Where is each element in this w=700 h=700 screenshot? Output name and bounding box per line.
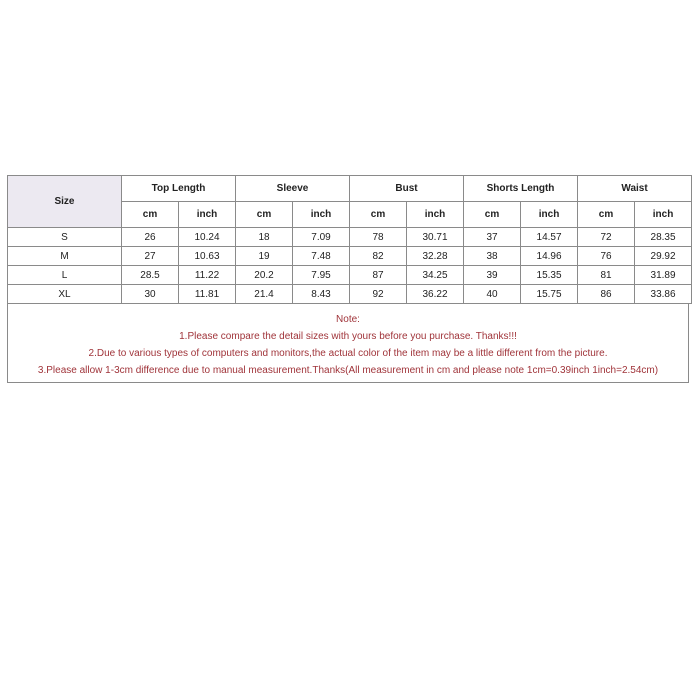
unit-inch-header: inch (179, 202, 236, 228)
note-line-1: 1.Please compare the detail sizes with yours before you purchase. Thanks!!! (179, 331, 517, 342)
table-cell: 32.28 (407, 247, 464, 266)
table-cell: 92 (350, 285, 407, 304)
table-cell: 10.24 (179, 228, 236, 247)
table-cell: 15.35 (521, 266, 578, 285)
size-cell: M (8, 247, 122, 266)
unit-cm-header: cm (236, 202, 293, 228)
table-cell: 30 (122, 285, 179, 304)
table-cell: 81 (578, 266, 635, 285)
table-cell: 28.35 (635, 228, 692, 247)
size-cell: L (8, 266, 122, 285)
unit-inch-header: inch (635, 202, 692, 228)
table-cell: 28.5 (122, 266, 179, 285)
table-cell: 36.22 (407, 285, 464, 304)
unit-cm-header: cm (122, 202, 179, 228)
table-cell: 29.92 (635, 247, 692, 266)
table-cell: 11.81 (179, 285, 236, 304)
table-row (8, 285, 692, 304)
table-cell: 7.48 (293, 247, 350, 266)
note-line-3: 3.Please allow 1-3cm difference due to manual measurement.Thanks(All measurement in cm and please note 1cm=0.39inch 1inch=2.54cm) (37, 365, 659, 376)
sleeve-header: Sleeve (236, 176, 350, 202)
notes-box (7, 304, 689, 383)
shorts-length-header: Shorts Length (464, 176, 578, 202)
size-table (7, 175, 692, 304)
table-cell: 38 (464, 247, 521, 266)
table-cell: 40 (464, 285, 521, 304)
table-cell: 31.89 (635, 266, 692, 285)
table-cell: 78 (350, 228, 407, 247)
table-cell: 87 (350, 266, 407, 285)
table-row (8, 228, 692, 247)
table-cell: 76 (578, 247, 635, 266)
size-chart (7, 175, 691, 383)
size-header: Size (8, 176, 122, 228)
bust-header: Bust (350, 176, 464, 202)
table-cell: 7.09 (293, 228, 350, 247)
table-cell: 10.63 (179, 247, 236, 266)
unit-cm-header: cm (578, 202, 635, 228)
size-cell: XL (8, 285, 122, 304)
table-cell: 86 (578, 285, 635, 304)
table-cell: 34.25 (407, 266, 464, 285)
unit-inch-header: inch (293, 202, 350, 228)
note-title: Note: (336, 314, 360, 325)
unit-inch-header: inch (407, 202, 464, 228)
size-cell: S (8, 228, 122, 247)
table-cell: 27 (122, 247, 179, 266)
table-cell: 8.43 (293, 285, 350, 304)
table-cell: 15.75 (521, 285, 578, 304)
table-cell: 39 (464, 266, 521, 285)
unit-cm-header: cm (464, 202, 521, 228)
unit-inch-header: inch (521, 202, 578, 228)
table-cell: 21.4 (236, 285, 293, 304)
waist-header: Waist (578, 176, 692, 202)
table-cell: 14.57 (521, 228, 578, 247)
table-cell: 20.2 (236, 266, 293, 285)
table-cell: 37 (464, 228, 521, 247)
table-cell: 19 (236, 247, 293, 266)
table-cell: 26 (122, 228, 179, 247)
table-cell: 33.86 (635, 285, 692, 304)
group-header-row (8, 176, 692, 202)
unit-cm-header: cm (350, 202, 407, 228)
table-cell: 82 (350, 247, 407, 266)
table-row (8, 266, 692, 285)
top-length-header: Top Length (122, 176, 236, 202)
table-cell: 7.95 (293, 266, 350, 285)
table-cell: 11.22 (179, 266, 236, 285)
table-cell: 14.96 (521, 247, 578, 266)
table-row (8, 247, 692, 266)
table-cell: 72 (578, 228, 635, 247)
note-line-2: 2.Due to various types of computers and monitors,the actual color of the item may be a little different from the picture. (88, 348, 608, 359)
table-cell: 30.71 (407, 228, 464, 247)
table-cell: 18 (236, 228, 293, 247)
